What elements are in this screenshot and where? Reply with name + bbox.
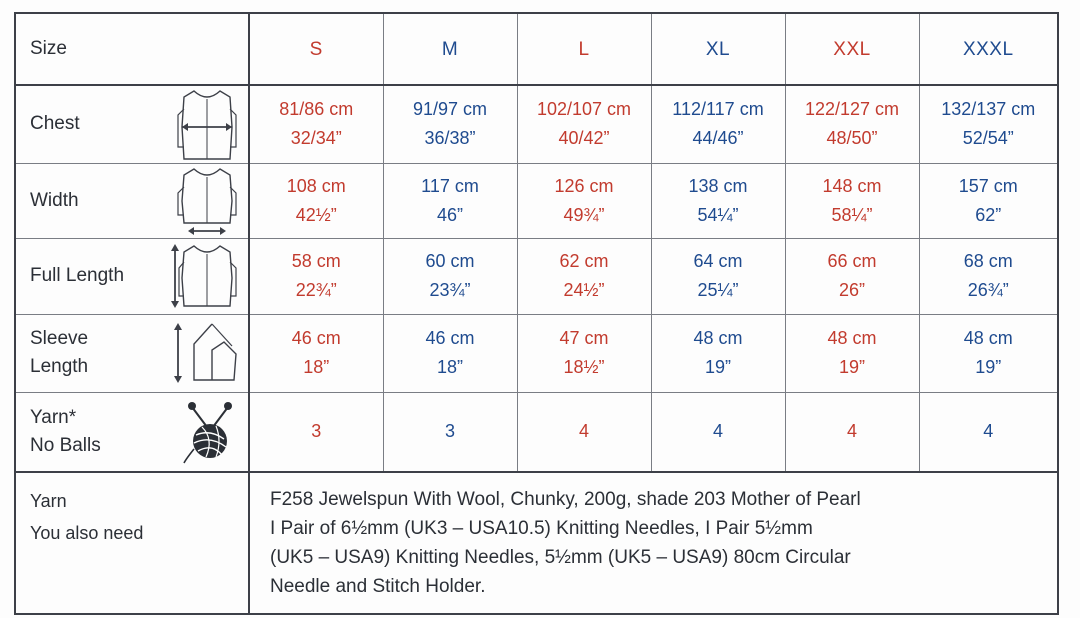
yarn-balls-label-cell — [15, 392, 249, 472]
materials-labels — [16, 473, 248, 561]
yarn-balls-label: Yarn* No Balls — [30, 406, 101, 456]
needles-line-1: I Pair of 6½mm (UK3 – USA10.5) Knitting Needles, I Pair 5½mm — [270, 518, 813, 539]
you-also-need-label: You also need — [30, 523, 144, 543]
size-label-xl: XL — [705, 38, 731, 60]
size-header-s — [249, 13, 383, 85]
sleeve-length-value-s: 46 cm 18” — [249, 314, 383, 392]
sleeve-length-label-cell — [15, 314, 249, 392]
chest-value-xl: 112/117 cm 44/46” — [651, 85, 785, 163]
full-length-value-xxl: 66 cm 26” — [785, 238, 919, 314]
yarn-balls-value-xxl: 4 — [785, 392, 919, 472]
size-label-s: S — [309, 38, 323, 60]
materials-label-cell — [15, 472, 249, 614]
yarn-balls-row — [15, 392, 1058, 472]
sleeve-length-value-l: 47 cm 18½” — [517, 314, 651, 392]
size-header-m — [383, 13, 517, 85]
size-label-xxxl: XXXL — [962, 38, 1014, 60]
chest-value-xxl: 122/127 cm 48/50” — [785, 85, 919, 163]
sleeve-length-value-xxl: 48 cm 19” — [785, 314, 919, 392]
size-label-m: M — [441, 38, 459, 60]
sleeve-length-label: Sleeve Length — [30, 328, 89, 377]
full-length-value-xl: 64 cm 25¼” — [651, 238, 785, 314]
size-label-l: L — [578, 38, 590, 60]
full-length-value-s: 58 cm 22¾” — [249, 238, 383, 314]
materials-row — [15, 472, 1058, 614]
sleeve-length-row — [15, 314, 1058, 392]
width-value-m: 117 cm 46” — [383, 163, 517, 238]
sleeve-length-measure-icon — [172, 320, 238, 386]
size-header-row — [15, 13, 1058, 85]
size-label-xxl: XXL — [833, 38, 871, 60]
full-length-label-cell — [15, 238, 249, 314]
chest-label-cell — [15, 85, 249, 163]
size-header-label: Size — [30, 38, 67, 59]
size-chart-table — [14, 12, 1059, 615]
chest-value-l: 102/107 cm 40/42” — [517, 85, 651, 163]
width-label-cell — [15, 163, 249, 238]
chest-value-m: 91/97 cm 36/38” — [383, 85, 517, 163]
full-length-value-xxxl: 68 cm 26¾” — [919, 238, 1058, 314]
yarn-balls-value-xl: 4 — [651, 392, 785, 472]
width-value-s: 108 cm 42½” — [249, 163, 383, 238]
garment-chest-measure-icon — [176, 87, 238, 161]
width-label: Width — [30, 189, 79, 211]
full-length-value-m: 60 cm 23¾” — [383, 238, 517, 314]
full-length-value-l: 62 cm 24½” — [517, 238, 651, 314]
chest-value-xxxl: 132/137 cm 52/54” — [919, 85, 1058, 163]
width-value-l: 126 cm 49¾” — [517, 163, 651, 238]
size-header-xxxl — [919, 13, 1058, 85]
yarn-balls-value-l: 4 — [517, 392, 651, 472]
width-row — [15, 163, 1058, 238]
full-length-row — [15, 238, 1058, 314]
chest-value-s: 81/86 cm 32/34” — [249, 85, 383, 163]
size-header-label-cell — [15, 13, 249, 85]
yarn-balls-value-s: 3 — [249, 392, 383, 472]
chest-label: Chest — [30, 113, 80, 135]
width-value-xxxl: 157 cm 62” — [919, 163, 1058, 238]
yarn-description: F258 Jewelspun With Wool, Chunky, 200g, shade 203 Mother of Pearl — [270, 489, 861, 510]
needles-line-2: (UK5 – USA9) Knitting Needles, 5½mm (UK5 – USA9) 80cm Circular — [270, 547, 851, 568]
garment-length-measure-icon — [170, 240, 238, 312]
sleeve-length-value-xxxl: 48 cm 19” — [919, 314, 1058, 392]
yarn-label: Yarn — [30, 491, 67, 511]
size-header-xxl — [785, 13, 919, 85]
materials-text — [250, 473, 1057, 613]
yarn-ball-needles-icon — [182, 399, 238, 465]
full-length-label: Full Length — [30, 265, 125, 286]
sleeve-length-value-xl: 48 cm 19” — [651, 314, 785, 392]
garment-width-measure-icon — [176, 165, 238, 237]
materials-text-cell — [249, 472, 1058, 614]
size-header-xl — [651, 13, 785, 85]
yarn-balls-value-xxxl: 4 — [919, 392, 1058, 472]
yarn-balls-value-m: 3 — [383, 392, 517, 472]
chest-row — [15, 85, 1058, 163]
size-header-l — [517, 13, 651, 85]
width-value-xl: 138 cm 54¼” — [651, 163, 785, 238]
sleeve-length-value-m: 46 cm 18” — [383, 314, 517, 392]
width-value-xxl: 148 cm 58¼” — [785, 163, 919, 238]
needles-line-3: Needle and Stitch Holder. — [270, 576, 486, 597]
